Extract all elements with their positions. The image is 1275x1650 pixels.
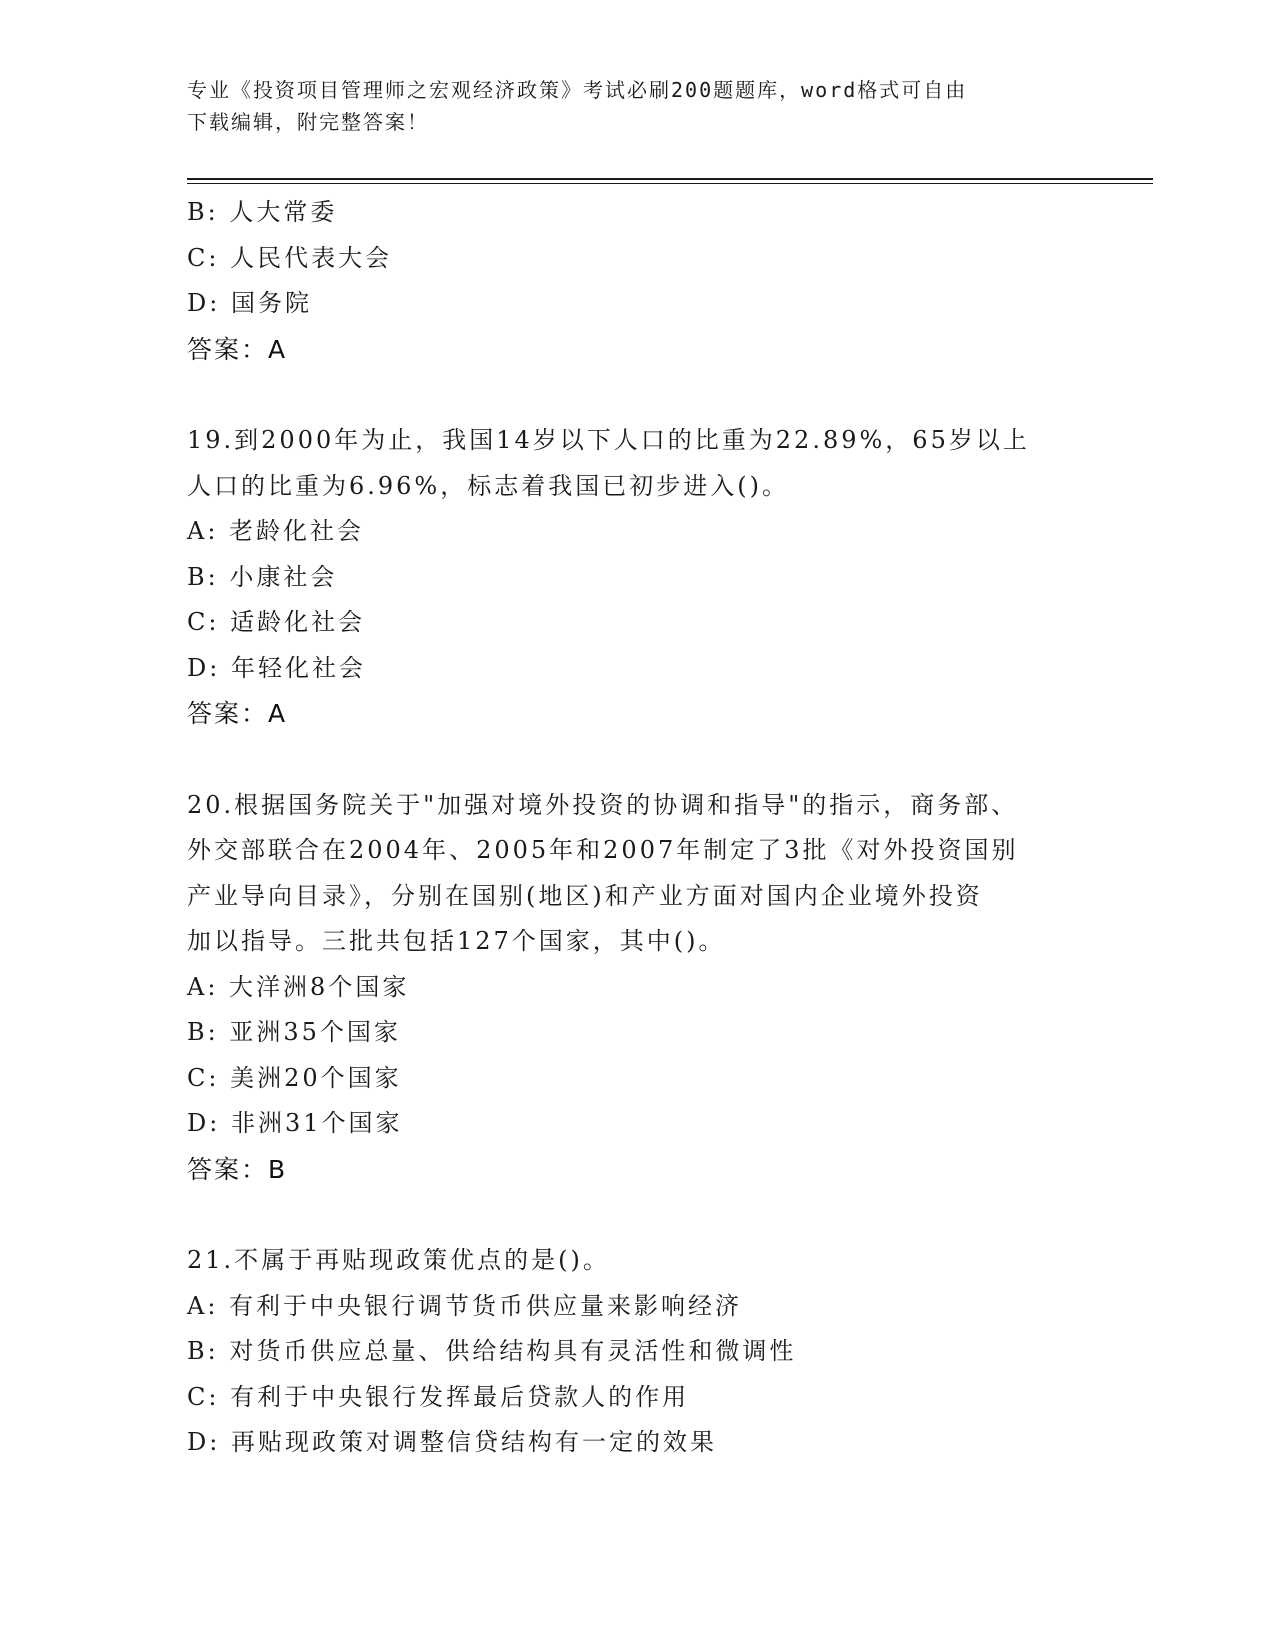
option-a: A: 老龄化社会 — [187, 517, 365, 545]
header-line-1: 专业《投资项目管理师之宏观经济政策》考试必刷200题题库，word格式可自由 — [187, 78, 968, 102]
spacer — [187, 1192, 1087, 1238]
option-d: D: 再贴现政策对调整信贷结构有一定的效果 — [187, 1428, 717, 1456]
option-c: C: 适龄化社会 — [187, 608, 366, 636]
option-d: D: 非洲31个国家 — [187, 1109, 403, 1137]
option-d: D: 年轻化社会 — [187, 653, 366, 682]
answer: 答案：A — [187, 699, 288, 728]
document-header — [187, 74, 1067, 138]
question-stem: 加以指导。三批共包括127个国家，其中()。 — [187, 927, 726, 955]
header-rule-thick — [187, 178, 1153, 180]
answer: 答案：A — [187, 334, 288, 364]
question-stem: 产业导向目录》，分别在国别(地区)和产业方面对国内企业境外投资 — [187, 881, 983, 910]
question-stem: 19.到2000年为止，我国14岁以下人口的比重为22.89%，65岁以上 — [187, 426, 1030, 454]
option-b: B: 小康社会 — [187, 562, 338, 591]
question-stem: 外交部联合在2004年、2005年和2007年制定了3批《对外投资国别 — [187, 836, 1019, 864]
question-stem: 21.不属于再贴现政策优点的是()。 — [187, 1246, 610, 1274]
question-20 — [187, 783, 1087, 1193]
option-c: C: 有利于中央银行发挥最后贷款人的作用 — [187, 1382, 690, 1411]
question-19 — [187, 418, 1087, 737]
option-d: D: 国务院 — [187, 289, 312, 317]
header-line-2: 下载编辑，附完整答案！ — [187, 110, 429, 134]
option-c: C: 美洲20个国家 — [187, 1063, 402, 1092]
option-b: B: 人大常委 — [187, 198, 338, 226]
option-a: A: 大洋洲8个国家 — [187, 972, 410, 1001]
question-21 — [187, 1238, 1087, 1466]
option-c: C: 人民代表大会 — [187, 243, 393, 272]
option-b: B: 亚洲35个国家 — [187, 1018, 401, 1046]
option-a: A: 有利于中央银行调节货币供应量来影响经济 — [187, 1291, 743, 1320]
question-stem: 人口的比重为6.96%，标志着我国已初步进入()。 — [187, 471, 789, 500]
spacer — [187, 372, 1087, 418]
question-stem: 20.根据国务院关于"加强对境外投资的协调和指导"的指示，商务部、 — [187, 790, 1019, 819]
answer: 答案：B — [187, 1154, 288, 1184]
question-18 — [187, 190, 1087, 372]
option-b: B: 对货币供应总量、供给结构具有灵活性和微调性 — [187, 1337, 797, 1365]
question-list — [187, 190, 1087, 1466]
spacer — [187, 737, 1087, 783]
header-rule-thin — [187, 183, 1153, 184]
